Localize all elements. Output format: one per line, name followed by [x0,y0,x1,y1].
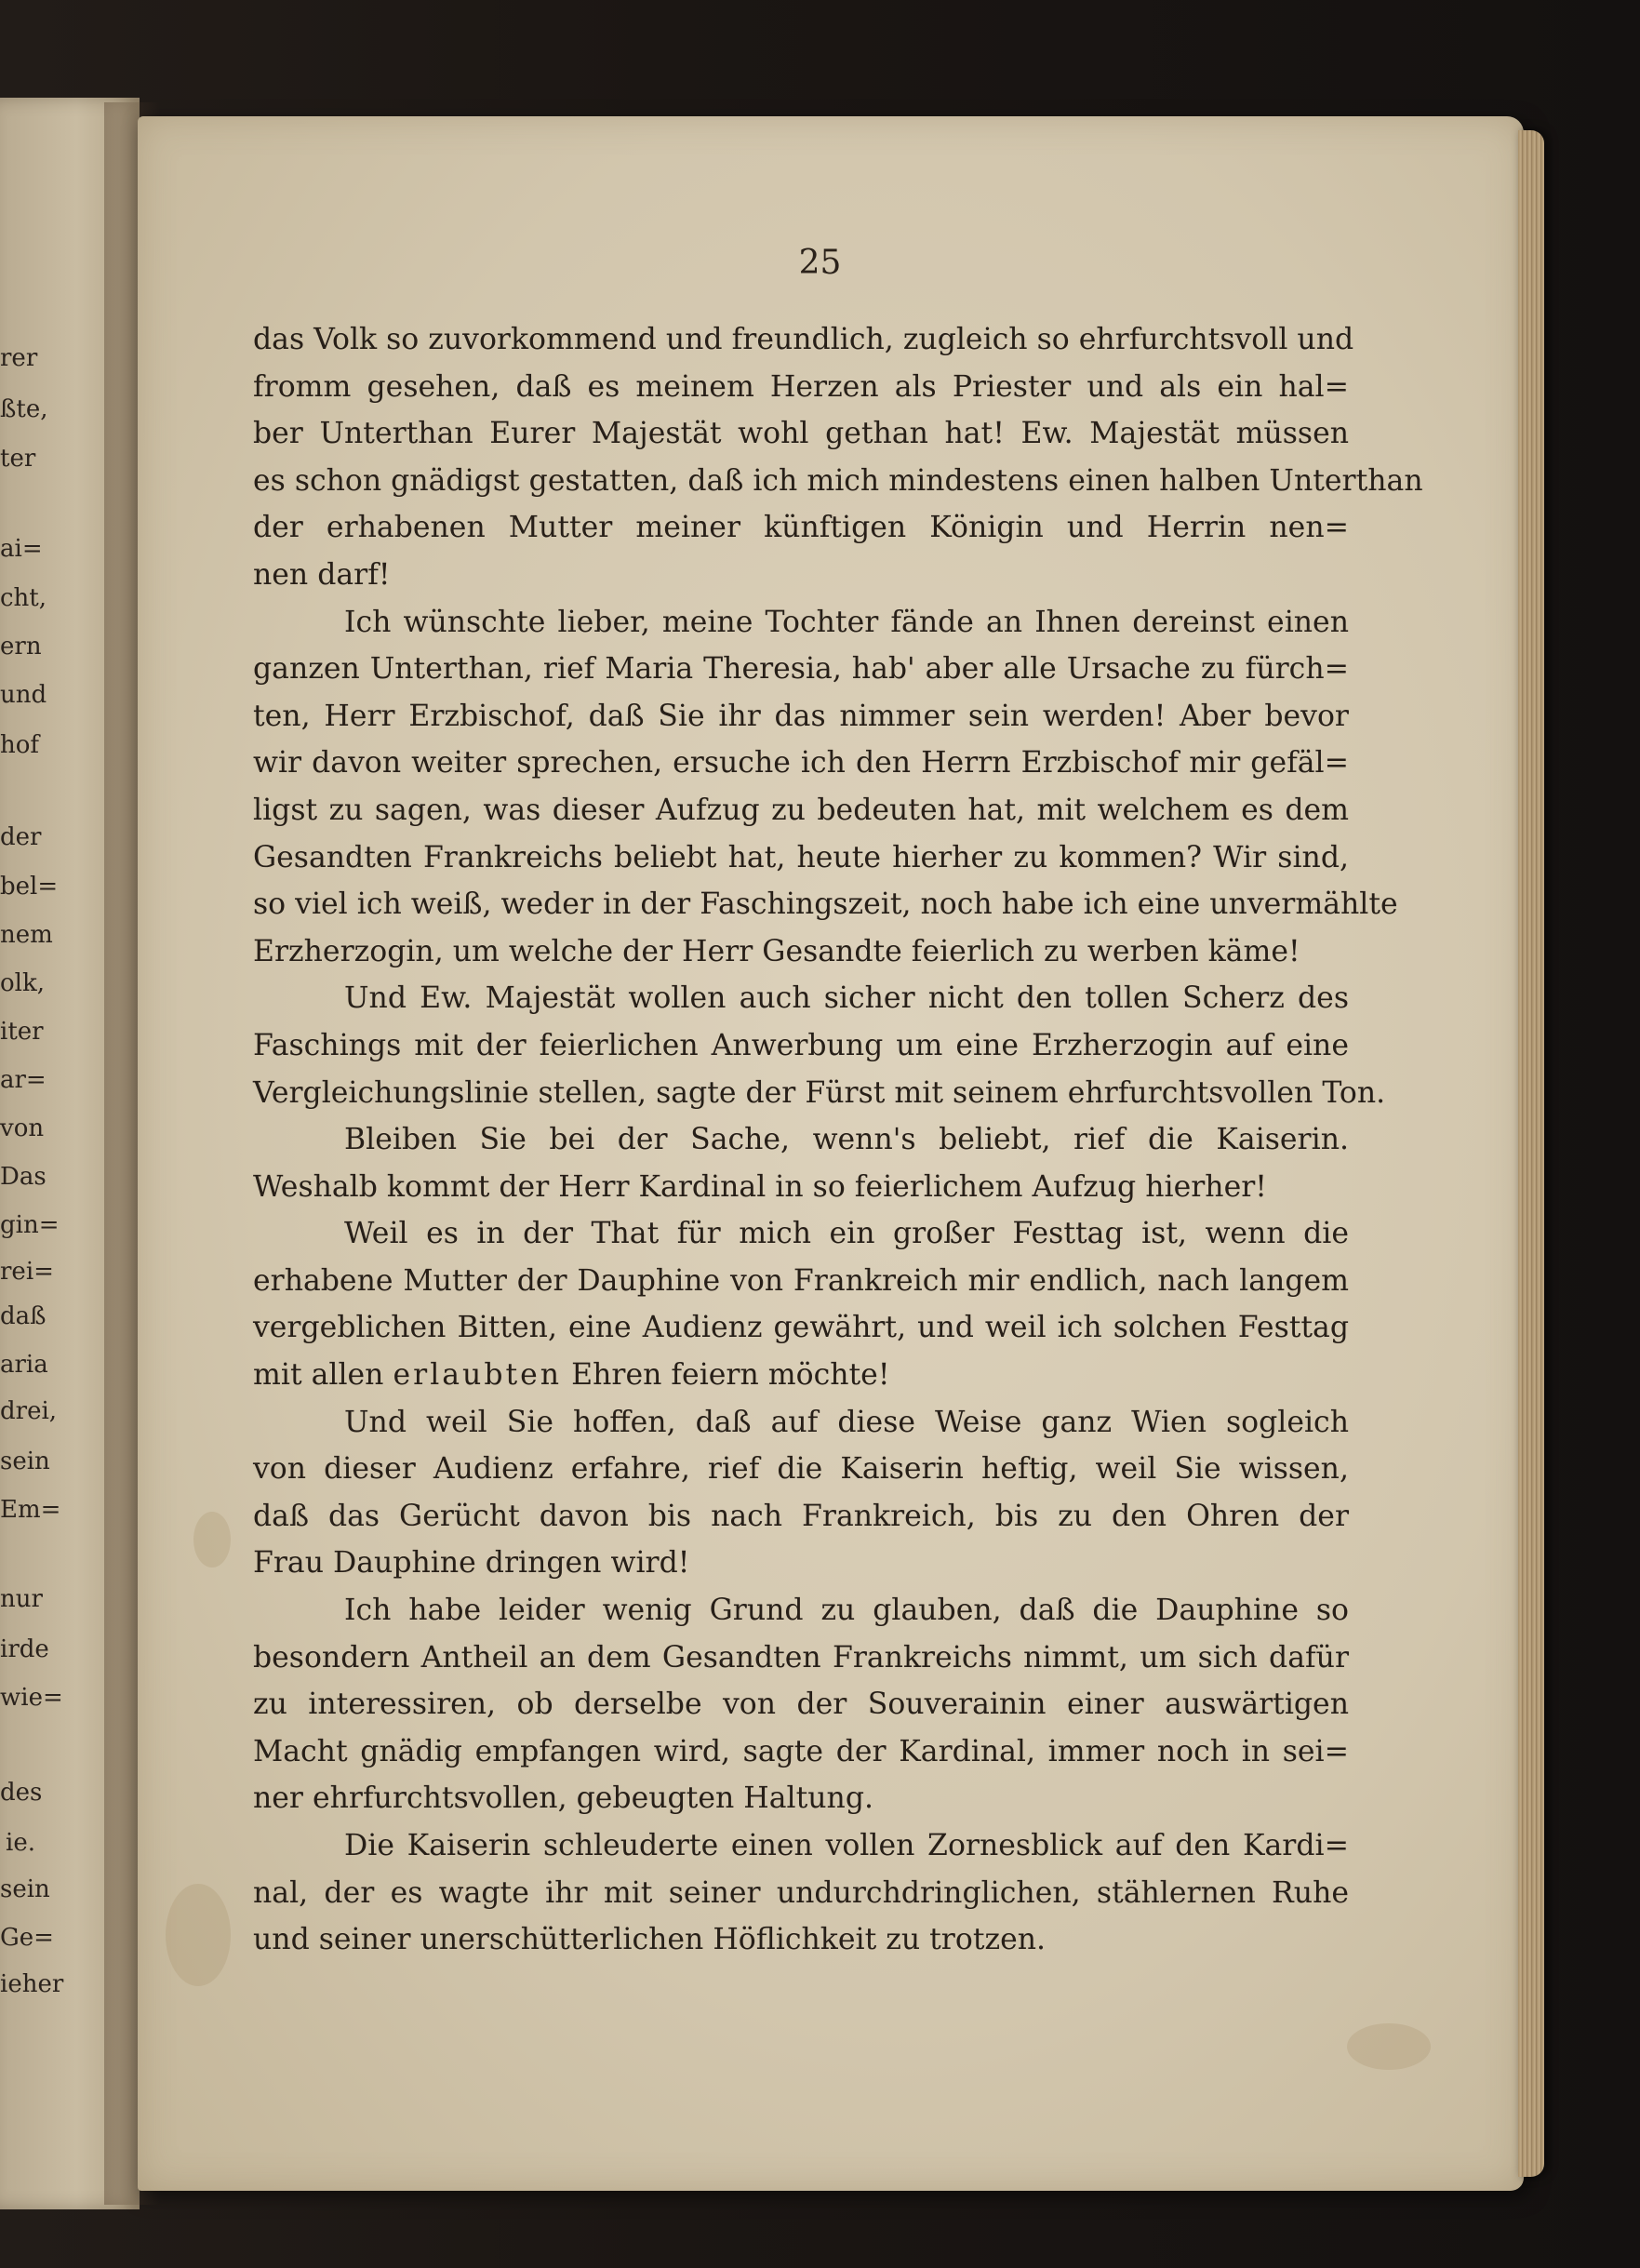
left-page-fragment: gin= [0,1211,60,1239]
paper-stain [166,1884,231,1986]
left-page-fragment: nur [0,1585,43,1613]
text-line: ten, Herr Erzbischof, daß Sie ihr das nimmer sein werden! Aber bevor [253,699,1349,733]
text-line: Weshalb kommt der Herr Kardinal in so feierlichem Aufzug hierher! [253,1169,1267,1204]
text-line: ganzen Unterthan, rief Maria Theresia, hab' aber alle Ursache zu fürch= [253,652,1349,687]
text-line: ligst zu sagen, was dieser Aufzug zu bedeuten hat, mit welchem es dem [253,793,1349,827]
left-page-fragment: iter [0,1018,44,1046]
left-page-fragment: daß [0,1302,47,1330]
left-page-fragment: cht, [0,584,47,612]
left-page-fragment: bel= [0,873,59,901]
left-page-fragment: ai= [0,535,43,563]
text-line: Faschings mit der feierlichen Anwerbung um eine Erzherzogin auf eine [253,1028,1349,1062]
text-line: besondern Antheil an dem Gesandten Frankreichs nimmt, um sich dafür [253,1640,1349,1674]
left-page-fragment: Ge= [0,1924,54,1952]
text-segment: Ehren feiern möchte! [562,1358,890,1393]
text-line: Erzherzogin, um welche der Herr Gesandte feierlich zu werben käme! [253,934,1300,968]
text-line: Bleiben Sie bei der Sache, wenn's beliebt, rief die Kaiserin. [344,1123,1349,1157]
left-page-fragment: hof [0,731,40,759]
left-page-fragment: der [0,823,42,851]
left-page-fragment: ie. [6,1829,35,1857]
left-page-fragment: sein [0,1448,50,1475]
page-number: 25 [798,244,842,282]
page-text-body [253,316,1423,1964]
left-page-fragment: ter [0,445,36,473]
text-line: Gesandten Frankreichs beliebt hat, heute hierher zu kommen? Wir sind, [253,840,1349,874]
text-line: der erhabenen Mutter meiner künftigen Königin und Herrin nen= [253,511,1349,545]
left-page-fragment: rei= [0,1258,54,1286]
text-line [253,1352,1349,1399]
text-line: von dieser Audienz erfahre, rief die Kaiserin heftig, weil Sie wissen, [253,1452,1349,1487]
text-line: nal, der es wagte ihr mit seiner undurchdringlichen, stählernen Ruhe [253,1875,1349,1910]
text-line: Die Kaiserin schleuderte einen vollen Zornesblick auf den Kardi= [344,1829,1349,1862]
text-line: daß das Gerücht davon bis nach Frankreich, bis zu den Ohren der [253,1499,1349,1533]
text-line: Macht gnädig empfangen wird, sagte der Kardinal, immer noch in sei= [253,1734,1349,1768]
left-page-fragment: Em= [0,1496,61,1524]
text-line: und seiner unerschütterlichen Höflichkeit zu trotzen. [253,1923,1047,1957]
left-page-fragment: ieher [0,1970,64,1998]
text-line: Ich habe leider wenig Grund zu glauben, daß die Dauphine so [344,1594,1349,1628]
page-edges [1518,130,1544,2177]
text-line: Und weil Sie hoffen, daß auf diese Weise ganz Wien sogleich [344,1405,1349,1439]
text-line: vergeblichen Bitten, eine Audienz gewährt, und weil ich solchen Festtag [253,1311,1349,1345]
text-line: Frau Dauphine dringen wird! [253,1546,690,1581]
text-line: Weil es in der That für mich ein großer Festtag ist, wenn die [344,1217,1349,1251]
left-page-fragment: aria [0,1351,48,1379]
paper-stain [193,1512,231,1568]
text-line: Und Ew. Majestät wollen auch sicher nicht den tollen Scherz des [344,981,1349,1016]
text-line: zu interessiren, ob derselbe von der Souverainin einer auswärtigen [253,1688,1349,1722]
text-segment: mit allen [253,1358,393,1393]
text-line: nen darf! [253,557,391,592]
text-line: wir davon weiter sprechen, ersuche ich den Herrn Erzbischof mir gefäl= [253,746,1349,780]
text-line: Ich wünschte lieber, meine Tochter fände an Ihnen dereinst einen [344,605,1349,639]
left-page-fragment: drei, [0,1397,58,1425]
left-page-fragment: sein [0,1875,50,1903]
left-page-fragment: irde [0,1635,49,1663]
left-page-fragment: von [0,1114,45,1142]
text-line: fromm gesehen, daß es meinem Herzen als Priester und als ein hal= [253,369,1349,404]
text-line: erhabene Mutter der Dauphine von Frankreich mir endlich, nach langem [253,1263,1349,1298]
left-page-fragment: rer [0,344,38,372]
text-line: das Volk so zuvorkommend und freundlich, zugleich so ehrfurchtsvoll und [253,323,1354,356]
text-line: ber Unterthan Eurer Majestät wohl gethan hat! Ew. Majestät müssen [253,417,1349,451]
text-line: so viel ich weiß, weder in der Faschingszeit, noch habe ich eine unvermählte [253,887,1398,922]
left-page-fragment: olk, [0,969,45,997]
left-page-fragment: ern [0,633,42,660]
paper-stain [1347,2023,1431,2070]
left-page-fragment: ar= [0,1066,47,1094]
text-line: Vergleichungslinie stellen, sagte der Fürst mit seinem ehrfurchtsvollen Ton. [253,1075,1386,1110]
emphasized-word: erlaubten [393,1358,563,1393]
text-line: es schon gnädigst gestatten, daß ich mich mindestens einen halben Unterthan [253,463,1423,498]
left-page-fragment: des [0,1779,43,1807]
left-page-fragment: und [0,681,47,709]
text-line: ner ehrfurchtsvollen, gebeugten Haltung. [253,1781,874,1816]
left-page-fragment: wie= [0,1684,63,1712]
left-page-fragment: nem [0,921,53,949]
left-page-fragment: Das [0,1163,47,1191]
left-page-fragment: ßte, [0,395,48,423]
